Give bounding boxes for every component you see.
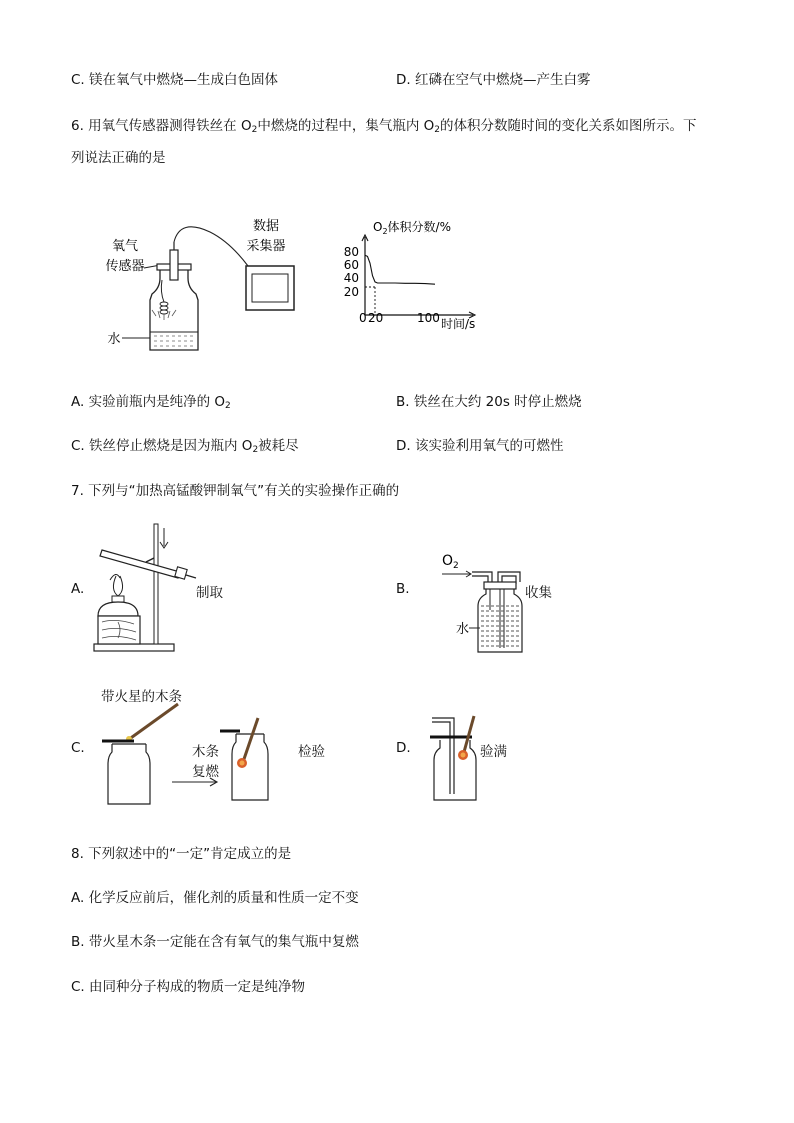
y-tick-80: 80 (343, 245, 359, 259)
q7-c-mid-label-2: 复燃 (192, 764, 219, 780)
q7-d-letter: D. (396, 740, 411, 756)
x-tick-20: 20 (368, 311, 384, 325)
q6-option-a: A. 实验前瓶内是纯净的 $O_2$ (71, 394, 231, 411)
q6-o2-graph (335, 215, 485, 333)
x-tick-0: 0 (359, 311, 367, 325)
q7-a-letter: A. (71, 581, 85, 597)
y-tick-40: 40 (343, 271, 359, 285)
q7-stem: 7. 下列与“加热高锰酸钾制氧气”有关的实验操作正确的 (71, 483, 400, 499)
q6-stem-line2: 列说法正确的是 (71, 150, 166, 166)
sensor-label-2: 传感器 (105, 259, 145, 274)
q7-c-label: 检验 (298, 744, 325, 760)
b-gas-label: $O_2$ (442, 553, 459, 571)
water-label: 水 (107, 332, 121, 347)
collector-label-2: 采集器 (246, 239, 286, 254)
b-water-label: 水 (456, 622, 470, 637)
q7-b-label: 收集 (525, 585, 552, 601)
x-tick-100: 100 (417, 311, 440, 325)
y-tick-60: 60 (343, 258, 359, 272)
y-tick-20: 20 (343, 285, 359, 299)
q7-a-label: 制取 (196, 585, 223, 601)
q8-option-a: A. 化学反应前后，催化剂的质量和性质一定不变 (71, 890, 359, 906)
q7-c-mid-label-1: 木条 (192, 744, 219, 760)
q6-option-c: C. 铁丝停止燃烧是因为瓶内 $O_2$被耗尽 (71, 438, 299, 455)
q6-option-b: B. 铁丝在大约 20s 时停止燃烧 (396, 394, 582, 410)
q7-c-letter: C. (71, 740, 85, 756)
graph-xlabel: 时间/s (441, 317, 476, 331)
q8-stem: 8. 下列叙述中的“一定”肯定成立的是 (71, 846, 292, 862)
sensor-label-1: 氧气 (111, 239, 139, 254)
q6-apparatus-diagram (100, 210, 310, 360)
q6-stem-line1: 6. 用氧气传感器测得铁丝在 $O_2$中燃烧的过程中，集气瓶内 $O_2$的体积分数随时间的变化关系如图所示。下 (71, 118, 697, 135)
q8-option-c: C. 由同种分子构成的物质一定是纯净物 (71, 979, 306, 995)
q7-b-letter: B. (396, 581, 410, 597)
o2-curve (365, 255, 435, 284)
graph-ylabel: $O_2$体积分数/% (373, 220, 451, 236)
q8-option-b: B. 带火星木条一定能在含有氧气的集气瓶中复燃 (71, 934, 359, 950)
collector-label-1: 数据 (252, 219, 280, 234)
q5-option-d: D. 红磷在空气中燃烧—产生白雾 (396, 72, 591, 88)
q6-option-d: D. 该实验利用氧气的可燃性 (396, 438, 564, 454)
q5-option-c: C. 镁在氧气中燃烧—生成白色固体 (71, 72, 279, 88)
q7-a-heating-apparatus (88, 520, 198, 656)
q7-b-collection-bottle (440, 548, 530, 658)
q7-c-top-label: 带火星的木条 (101, 689, 182, 705)
q7-d-label: 验满 (480, 744, 507, 760)
